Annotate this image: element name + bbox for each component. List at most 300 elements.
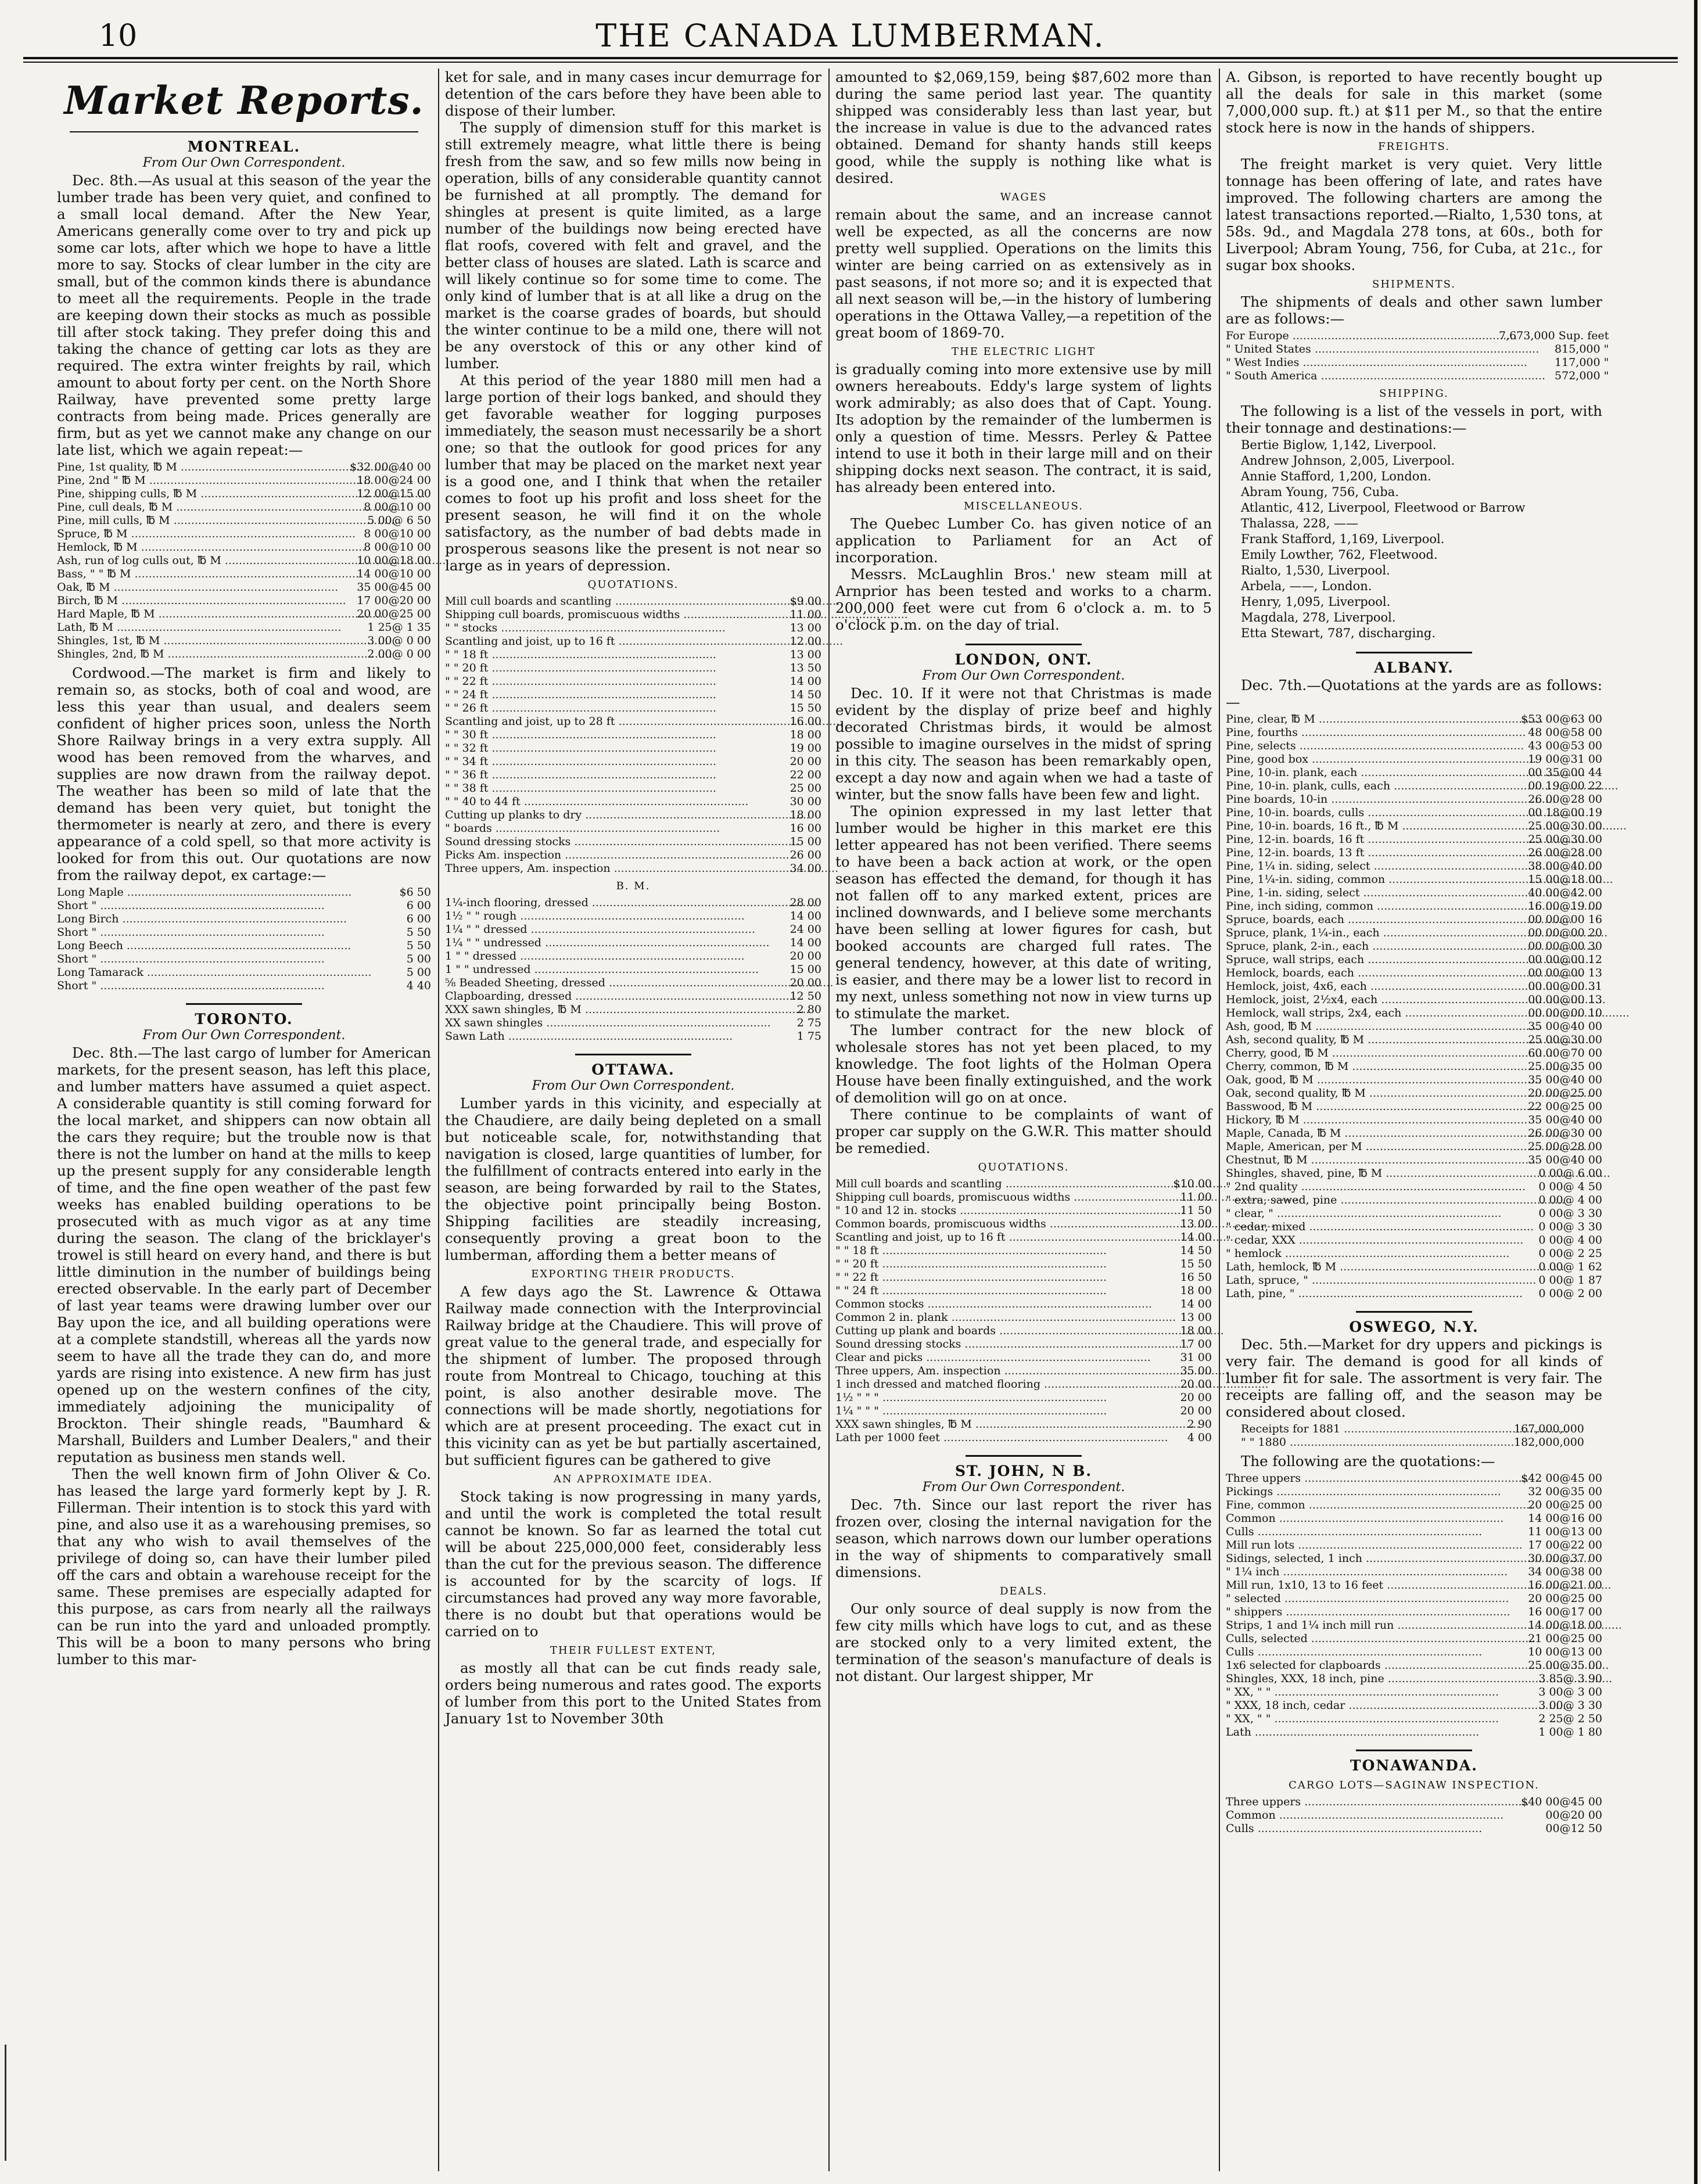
row-price: 4 40 [406,979,431,992]
table-row [1226,793,1602,806]
row-item: Lath per 1000 feet ..... [835,1431,1125,1445]
row-item: Mill run lots ..... [1226,1539,1515,1552]
table-row [1226,1127,1602,1140]
row-price: 572,000 " [1555,369,1609,382]
page-edge-mark [5,2045,6,2161]
separator [186,1003,302,1005]
row-item: ⅝ Beaded Sheeting, dressed ..... [445,976,734,990]
row-item: " " 1880 ..... [1241,1436,1514,1449]
toronto-bm-heading: B. M. [616,880,651,892]
row-item: Long Birch ..... [57,913,344,926]
table-row [1226,886,1602,900]
row-item: Culls ..... [1226,1525,1515,1539]
table-row [445,923,821,936]
row-item: Pine, shipping culls, ℔ M ..... [57,487,344,501]
montreal-price-table [57,461,431,661]
row-item: Pine, good box ..... [1226,753,1515,766]
stjohn-subheading: SHIPMENTS. [1372,278,1456,290]
stjohn-paragraph: The following is a list of the vessels in port, with their tonnage and destinations:— [1226,403,1602,436]
row-price: 17 00 [1180,1338,1212,1350]
row-item: Pine boards, 10-in ..... [1226,793,1515,806]
row-price: 25 00@30 00 [1528,833,1602,846]
row-item: Oak, second quality, ℔ M ..... [1226,1087,1515,1100]
table-row [445,976,821,990]
row-item: Scantling and joist, up to 16 ft ..... [445,635,734,648]
table-row [1226,1712,1602,1726]
row-price: 25 00@28 00 [1528,1140,1602,1153]
tonawanda-heading: TONAWANDA. [1350,1757,1478,1774]
row-item: Scantling and joist, up to 16 ft ..... [835,1231,1125,1244]
table-row [1226,1087,1602,1100]
montreal-wood-table [57,886,431,993]
row-price: 00 00@00 13 [1528,993,1602,1006]
row-price: 1 25@ 1 35 [367,621,431,634]
table-row [1226,846,1602,860]
list-item: Emily Lowther, 762, Fleetwood. [1241,548,1438,562]
tonawanda-subheading: CARGO LOTS—SAGINAW INSPECTION. [1289,1779,1539,1791]
row-item: 1 " " undressed ..... [445,963,734,976]
table-row [57,474,431,487]
ottawa-subheading: AN APPROXIMATE IDEA. [553,1473,713,1485]
table-row [57,514,431,527]
list-item: Rialto, 1,530, Liverpool. [1241,563,1390,577]
table-row [57,567,431,581]
row-item: Culls ..... [1226,1646,1515,1659]
table-row [1226,980,1602,993]
table-row [445,936,821,950]
row-item: " hemlock ..... [1226,1247,1515,1260]
row-price: 00@20 00 [1545,1809,1602,1822]
table-row [1226,1100,1602,1113]
row-price: 20 00 [790,950,821,962]
table-row [57,621,431,634]
row-item: Sidings, selected, 1 inch ..... [1226,1552,1515,1565]
row-item: " selected ..... [1226,1592,1515,1605]
table-row [1226,1260,1602,1274]
table-row [1226,993,1602,1007]
row-price: 10 00@18 00 [357,554,431,567]
table-row [1226,329,1609,343]
row-item: Sound dressing stocks ..... [835,1338,1125,1351]
row-item: Lath, spruce, " ..... [1226,1274,1515,1287]
row-price: 18 00 [1180,1324,1212,1337]
row-price: 5 50 [406,939,431,952]
row-price: 43 00@53 00 [1528,739,1602,752]
row-price: 34 00@38 00 [1528,1565,1602,1578]
toronto-bm-table [445,896,821,1043]
table-row [1226,940,1602,953]
row-item: " cedar, mixed ..... [1226,1220,1515,1234]
ottawa-paragraph: The Quebec Lumber Co. has given notice of an application to Parliament for an Act of incorporation. [835,515,1212,566]
row-price: 00 00@00 12 [1528,953,1602,966]
row-price: 0 00@ 3 30 [1538,1207,1602,1220]
row-price: 11 50 [1180,1204,1212,1217]
row-price: 11 00 [790,608,821,621]
row-price: 60 00@70 00 [1528,1047,1602,1059]
table-row [1226,1207,1602,1220]
albany-price-table [1226,713,1602,1301]
row-price: 35 00@40 00 [1528,1020,1602,1033]
table-row [445,782,821,795]
row-item: XX sawn shingles ..... [445,1016,734,1030]
table-row [445,715,821,728]
row-item: " 1¼ inch ..... [1226,1565,1515,1579]
row-price: 182,000,000 [1514,1436,1584,1449]
row-price: 0 00@ 2 00 [1538,1287,1602,1300]
table-row [1226,343,1609,356]
table-row [1226,1247,1602,1260]
row-price: 26 00 [790,849,821,861]
toronto-heading: TORONTO. [195,1011,293,1028]
list-item: Thalassa, 228, —— [1241,516,1359,530]
row-price: 00 19@00 22 [1528,780,1602,792]
row-price: 00 00@00 13 [1528,967,1602,979]
row-item: 1 " " dressed ..... [445,950,734,963]
toronto-paragraph: Dec. 8th.—The last cargo of lumber for American markets, for the present season, has left this place, and lumber matters have assumed a quiet aspect. A considerable quantity is still coming forward for the local market, and shippers can now obtain all the cars they require; but the trouble now is that there is not the lumber on hand at the mills to keep up the present supply for any considerable length of time, and the fine open weather of the past few weeks has enabled building operations to be prosecuted with as much vigor as at any time during the season. The clang of the bricklayer's trowel is still heard on every hand, and there is but little diminution in the number of buildings being erected observable. In the early part of December of last year teams were drawing lumber over our Bay upon the ice, and all building operations were at a complete standstill, whereas all the yards now seem to have all the trade they can do, and more yards are rising into existence. A new firm has just opened up on the western confines of the city, immediately adjoining the municipality of Brockton. Their shingle reads, "Baumhard & Marshall, Builders and Lumber Dealers," and their reputation as business men stands well. [57,1044,431,1465]
column-1 [57,69,431,2171]
row-item: Pine, 1-in. siding, select ..... [1226,886,1515,900]
header-rule [23,62,1678,63]
row-item: Spruce, wall strips, each ..... [1226,953,1515,967]
row-price: 00 00@00 16 [1528,913,1602,926]
row-item: Hemlock, joist, 4x6, each ..... [1226,980,1515,993]
row-price: 117,000 " [1555,356,1609,369]
montreal-cordwood: Cordwood.—The market is firm and likely to remain so, as stocks, both of coal and wood, are less this year than usual, and dealers seem confident of higher prices soon, unless the North Shore Railway brings in a very extra supply. All wood has been removed from the wharves, and supplies are now drawn from the railway depot. The weather has been so mild of late that the demand has been very quiet, but tonight the thermometer is nearly at zero, and there is every appearance of a cold spell, so that more activity is looked for from this out. Our quotations are now from the railway depot, ex cartage:— [57,664,431,883]
column-rule [828,69,830,2171]
table-row [445,896,821,910]
table-row [1226,1699,1602,1712]
row-price: 10 00@13 00 [1528,1646,1602,1658]
row-price: 21 00@25 00 [1528,1632,1602,1645]
row-item: Long Maple ..... [57,886,344,899]
table-row [1226,780,1602,793]
row-item: Culls, selected ..... [1226,1632,1515,1646]
row-item: Pine, selects ..... [1226,739,1515,753]
row-price: 0 00@ 1 87 [1538,1274,1602,1287]
row-item: 1¼ " " undressed ..... [445,936,734,950]
table-row [1226,1512,1602,1525]
london-quotations-heading: QUOTATIONS. [978,1161,1070,1173]
row-price: 3 00@ 3 00 [1538,1686,1602,1698]
table-row [835,1217,1212,1231]
row-price: 1 00@ 1 80 [1538,1726,1602,1738]
table-row [1241,1436,1584,1449]
row-item: Pine, 10-in. plank, each ..... [1226,766,1515,780]
row-price: $9 00 [790,595,821,608]
row-item: Spruce, boards, each ..... [1226,913,1515,926]
row-price: 35 00@40 00 [1528,1154,1602,1166]
table-row [1226,1033,1602,1047]
table-row [1226,860,1602,873]
row-item: Short " ..... [57,979,344,993]
row-item: Lath, pine, " ..... [1226,1287,1515,1301]
row-price: 3 00@ 0 00 [367,634,431,647]
row-price: 0 00@ 2 25 [1538,1247,1602,1260]
separator [1356,1750,1472,1751]
list-item: Annie Stafford, 1,200, London. [1241,469,1431,483]
row-item: Three uppers ..... [1226,1472,1515,1485]
table-row [1226,1047,1602,1060]
list-item: Frank Stafford, 1,169, Liverpool. [1241,532,1445,546]
stjohn-subheading: DEALS. [1000,1585,1047,1597]
stjohn-paragraph: The shipments of deals and other sawn lumber are as follows:— [1226,293,1602,327]
row-price: 25 00@30 00 [1528,820,1602,832]
table-row [57,541,431,554]
table-row [57,581,431,594]
table-row [1226,726,1602,739]
page-edge-bar [1694,0,1698,2184]
row-price: 14 50 [790,688,821,701]
row-item: Spruce, plank, 2-in., each ..... [1226,940,1515,953]
vessel-list [1226,437,1602,641]
row-price: 20 00@25 00 [1528,1592,1602,1605]
column-2 [445,69,821,2171]
ottawa-paragraph: A few days ago the St. Lawrence & Ottawa Railway made connection with the Interprovincial Railway bridge at the Chaudiere. This will prove of great value to the general trade, and especially for the shipment of lumber. The proposed through route from Montreal to Chicago, touching at this point, is also another desirable move. The connections will be made shortly, negotiations for which are at present proceeding. The exact cut in this vicinity can as yet be but partially ascertained, but sufficient figures can be gathered to give [445,1283,821,1468]
table-row [1226,1287,1602,1301]
table-row [57,953,431,966]
row-item: 1½ " " " ..... [835,1391,1125,1404]
table-row [1226,1180,1602,1194]
table-row [835,1418,1212,1431]
row-item: Long Tamarack ..... [57,966,344,979]
table-row [1226,1632,1602,1646]
list-item: Abram Young, 756, Cuba. [1241,485,1399,499]
table-row [835,1431,1212,1445]
row-item: " boards ..... [445,822,734,835]
row-price: 5 50 [406,926,431,939]
row-item: Cherry, common, ℔ M ..... [1226,1060,1515,1073]
row-item: Common boards, promiscuous widths ..... [835,1217,1125,1231]
row-price: 26 00@30 00 [1528,1127,1602,1140]
column-rule [438,69,439,2171]
row-price: $32 00@40 00 [350,461,431,473]
row-price: 15 00 [790,835,821,848]
row-price: 13 50 [790,662,821,674]
row-item: Pine, 1¼-in. siding, common ..... [1226,873,1515,886]
ottawa-subheading: THE ELECTRIC LIGHT [952,346,1096,358]
toronto-paragraph: ket for sale, and in many cases incur demurrage for detention of the cars before they have been able to dispose of their lumber. [445,69,821,119]
row-item: " " 24 ft ..... [445,688,734,702]
row-item: XXX sawn shingles, ℔ M ..... [835,1418,1125,1431]
row-price: 40 00@42 00 [1528,886,1602,899]
ottawa-paragraph: amounted to $2,069,159, being $87,602 more than during the same period last year. The quantity shipped was considerably less than last year, but the increase in value is due to the advanced rates obtained. Demand for shanty hands still keeps good, while the supply is nothing like what is desired. [835,69,1212,186]
separator [1356,652,1472,653]
row-item: " " 30 ft ..... [445,728,734,742]
row-price: 28 00 [790,896,821,909]
row-item: 1 inch dressed and matched flooring ..... [835,1378,1125,1391]
table-row [1226,739,1602,753]
table-row [835,1231,1212,1244]
stjohn-paragraph: Our only source of deal supply is now from the few city mills which have logs to cut, and as these are stocked only to a very limited extent, the termination of the season's manufacture of deals is not distant. Our largest shipper, Mr [835,1600,1212,1684]
row-price: 00 00@00 30 [1528,940,1602,953]
row-item: " 2nd quality ..... [1226,1180,1515,1194]
row-item: Strips, 1 and 1¼ inch mill run ..... [1226,1619,1515,1632]
table-row [57,886,431,899]
row-item: Pine, 1¼ in. siding, select ..... [1226,860,1515,873]
row-price: 2 00@ 0 00 [367,648,431,660]
table-row [445,950,821,963]
table-row [835,1404,1212,1418]
row-price: 3 00@ 3 30 [1538,1699,1602,1712]
table-row [1226,1167,1602,1180]
row-price: 12 50 [790,990,821,1003]
row-item: 1½ " " rough ..... [445,910,734,923]
table-row [445,1030,821,1043]
table-row [57,913,431,926]
row-price: 8 00@10 00 [364,541,431,554]
stjohn-shipments-table [1226,329,1609,383]
row-price: 14 50 [1180,1244,1212,1257]
row-price: 2 90 [1187,1418,1212,1431]
table-row [1226,806,1602,820]
row-item: Pine, 1st quality, ℔ M ..... [57,461,344,474]
toronto-quotations-heading: QUOTATIONS. [587,579,679,591]
row-price: 18 00 [790,809,821,821]
ottawa-subheading: MISCELLANEOUS. [964,500,1083,512]
table-row [1226,926,1602,940]
row-item: Pickings ..... [1226,1485,1515,1499]
row-price: 35 00@40 00 [1528,1073,1602,1086]
table-row [1241,1423,1584,1436]
oswego-paragraph: Dec. 5th.—Market for dry uppers and pickings is very fair. The demand is good for all kinds of lumber fit for sale. The assortment is very fair. The receipts are falling off, and the season may be considered about closed. [1226,1336,1602,1420]
row-price: 35 00@40 00 [1528,1113,1602,1126]
table-row [445,595,821,608]
table-row [1226,1659,1602,1672]
row-price: 4 00 [1187,1431,1212,1444]
table-row [1226,967,1602,980]
row-price: 2 75 [796,1016,821,1029]
row-price: 14 00 [790,910,821,922]
table-row [57,648,431,661]
table-row [57,926,431,939]
row-price: 15 50 [790,702,821,714]
table-row [57,966,431,979]
table-row [57,527,431,541]
table-row [835,1324,1212,1338]
table-row [445,688,821,702]
row-price: 20 00 [1180,1391,1212,1404]
row-price: 5 00@ 6 50 [367,514,431,527]
stjohn-paragraph: A. Gibson, is reported to have recently bought up all the deals for sale in this market (some 7,000,000 sup. ft.) at $11 per M., so that the entire stock here is now in the hands of shippers. [1226,69,1602,136]
row-price: 17 00@20 00 [357,594,431,607]
table-row [1226,833,1602,846]
table-row [57,939,431,953]
ottawa-paragraph: Stock taking is now progressing in many yards, and until the work is completed the total result cannot be known. So far as learned the total cut will be about 225,000,000 feet, considerably less than the cut for the previous season. The difference is accounted for by the scarcity of logs. If circumstances had proved any way more favorable, there is no doubt but that operations would be carried on to [445,1488,821,1640]
row-item: Lath, ℔ M ..... [57,621,344,634]
ottawa-subheading: THEIR FULLEST EXTENT, [550,1644,716,1657]
table-row [835,1204,1212,1217]
row-item: Mill cull boards and scantling ..... [445,595,734,608]
row-price: 14 00@16 00 [1528,1512,1602,1525]
row-item: " " 40 to 44 ft ..... [445,795,734,809]
stjohn-paragraph: The freight market is very quiet. Very little tonnage has been offering of late, and rates have improved. The following charters are among the latest transactions reported.—Rialto, 1,530 tons, at 58s. 9d., and Magdala 278 tons, at 60s., both for Liverpool; Abram Young, 756, for Cuba, at 21c., for sugar box shooks. [1226,156,1602,274]
table-row [445,1016,821,1030]
table-row [1226,1499,1602,1512]
row-price: 16 50 [1180,1271,1212,1284]
row-price: 13 00 [790,648,821,661]
row-price: $10 00 [1173,1177,1212,1190]
table-row [57,594,431,608]
table-row [57,554,431,567]
row-item: Scantling and joist, up to 28 ft ..... [445,715,734,728]
table-row [1226,1795,1602,1809]
london-byline: From Our Own Correspondent. [922,669,1125,683]
row-item: Three uppers, Am. inspection ..... [445,862,734,875]
table-row [835,1378,1212,1391]
row-price: 6 00 [406,899,431,912]
row-item: " " 18 ft ..... [445,648,734,662]
row-price: 16 00 [790,715,821,728]
row-item: Spruce, ℔ M ..... [57,527,344,541]
table-row [57,634,431,648]
ottawa-paragraph: Lumber yards in this vicinity, and especially at the Chaudiere, are daily being depleted on a small but noticeable scale, for, notwithstanding that navigation is closed, large quantities of lumber, for the fulfillment of contracts entered into early in the season, are being forwarded by rail to the States, the objective point principally being Boston. Shipping facilities are steadily increasing, consequently proving a great boon to the lumberman, affording them a better means of [445,1095,821,1263]
row-item: Pine, 12-in. boards, 16 ft ..... [1226,833,1515,846]
row-item: " " 22 ft ..... [445,675,734,688]
table-row [57,979,431,993]
masthead [23,16,1678,59]
toronto-paragraph: The supply of dimension stuff for this market is still extremely meagre, what little there is being fresh from the saw, and so few mills now being in operation, bills of any considerable quantity cannot be furnished at all promptly. The demand for shingles at present is quite limited, as a large number of the buildings now being erected have flat roofs, covered with felt and gravel, and the better class of houses are slated. Lath is scarce and will likely continue so for some time to come. The only kind of lumber that is at all like a drug on the market is the coarse grades of boards, but should the winter continue to be a mild one, there will not be any overstock of this or any other kind of lumber. [445,119,821,372]
row-item: Mill run, 1x10, 13 to 16 feet ..... [1226,1579,1515,1592]
row-price: 14 00 [1180,1231,1212,1244]
stjohn-subheading: SHIPPING. [1379,387,1449,400]
table-row [835,1351,1212,1364]
table-row [445,635,821,648]
row-item: Maple, Canada, ℔ M ..... [1226,1127,1515,1140]
table-row [57,501,431,514]
row-price: 22 00 [790,768,821,781]
table-row [1226,1672,1602,1686]
table-row [1226,1525,1602,1539]
row-item: " " 24 ft ..... [835,1284,1125,1298]
table-row [445,963,821,976]
table-row [1226,873,1602,886]
table-row [445,702,821,715]
montreal-byline: From Our Own Correspondent. [142,156,346,170]
table-row [835,1191,1212,1204]
row-price: 19 00 [790,742,821,755]
row-price: 20 00 [790,976,821,989]
table-row [1226,953,1602,967]
table-row [445,849,821,862]
table-row [1226,1194,1602,1207]
row-price: 16 00@21 00 [1528,1579,1602,1592]
list-item: Andrew Johnson, 2,005, Liverpool. [1241,454,1455,468]
row-item: Hard Maple, ℔ M ..... [57,608,344,621]
table-row [1226,1579,1602,1592]
oswego-receipts-table [1241,1423,1584,1449]
montreal-heading: MONTREAL. [187,138,301,155]
row-item: Maple, American, per M ..... [1226,1140,1515,1154]
row-price: 00@12 50 [1545,1822,1602,1835]
row-price: 13 00 [1180,1311,1212,1324]
stjohn-heading: ST. JOHN, N B. [954,1463,1093,1479]
albany-heading: ALBANY. [1374,659,1454,676]
row-item: Basswood, ℔ M ..... [1226,1100,1515,1113]
table-row [1226,369,1609,383]
row-price: 3 85@ 3 90 [1538,1672,1602,1685]
table-row [445,662,821,675]
row-price: 13 00 [790,622,821,634]
table-row [445,809,821,822]
row-price: 14 00@10 00 [357,567,431,580]
row-item: 1¼ " " " ..... [835,1404,1125,1418]
row-item: Short " ..... [57,953,344,966]
row-price: 17 00@22 00 [1528,1539,1602,1551]
row-item: " clear, " ..... [1226,1207,1515,1220]
row-item: " XXX, 18 inch, cedar ..... [1226,1699,1515,1712]
table-row [1226,913,1602,926]
separator [966,644,1082,645]
